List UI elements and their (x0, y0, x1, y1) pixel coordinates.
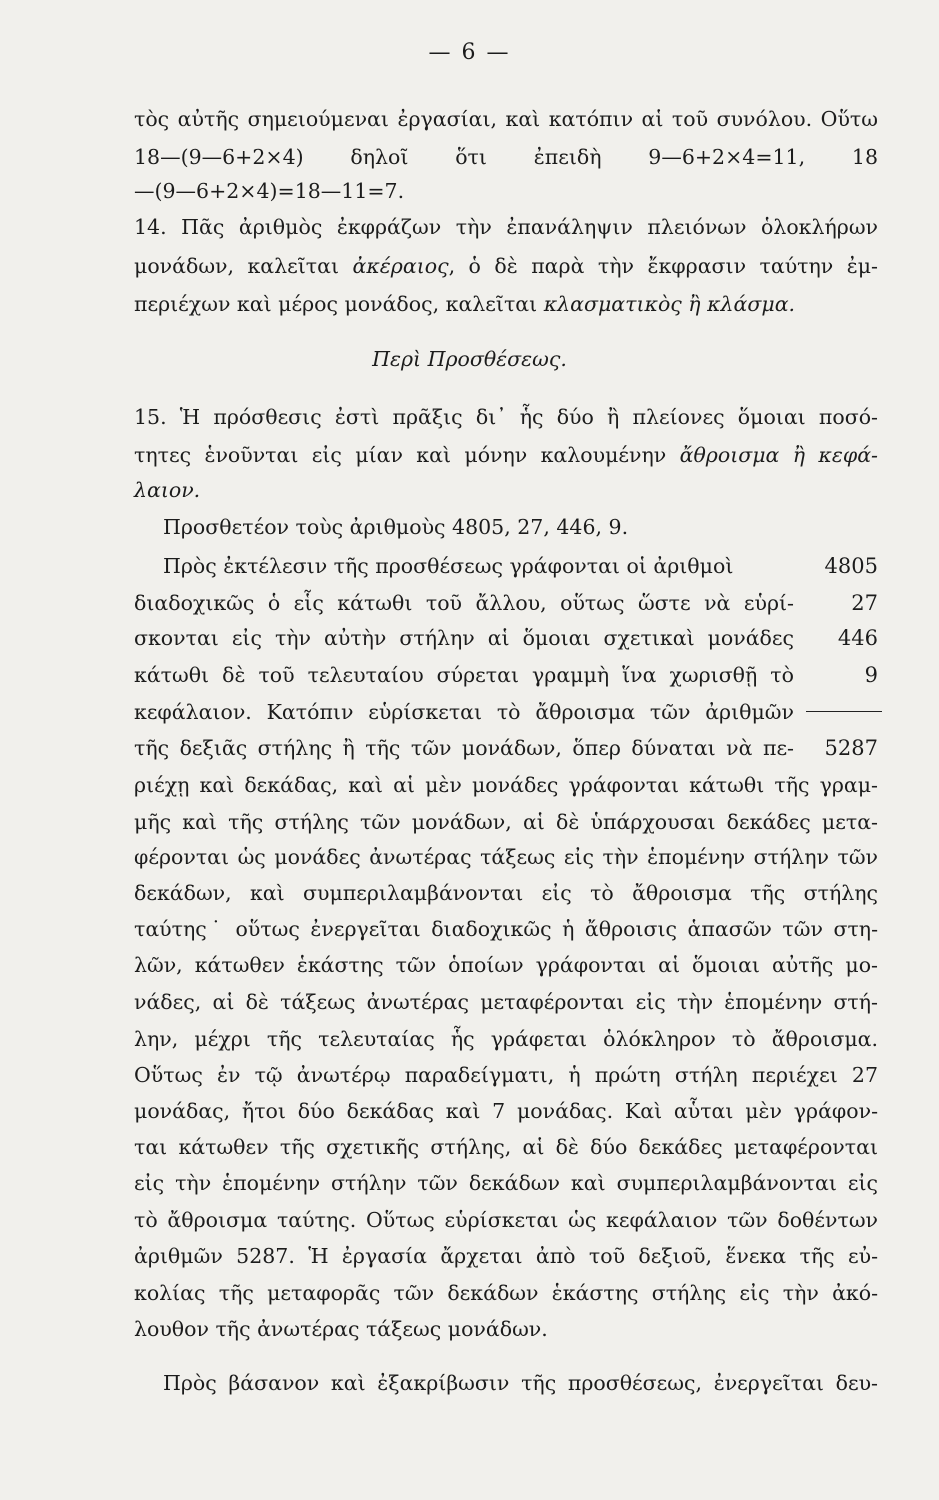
body-line: μονάδας, ἤτοι δύο δεκάδας καὶ 7 μονάδας. Καὶ αὗται μὲν γράφον- (134, 1099, 878, 1123)
last-line: Πρὸς βάσανον καὶ ἐξακρίβωσιν τῆς προσθέσεως, ἐνεργεῖται δευ- (163, 1371, 878, 1395)
body-line: ριέχῃ καὶ δεκάδας, καὶ αἱ μὲν μονάδες γράφονται κάτωθι τῆς γραμ- (134, 773, 878, 797)
sum-total: 5287 (824, 736, 878, 760)
page-number: — 6 — (428, 40, 511, 65)
paragraph-15-line: λαιον. (134, 478, 201, 502)
sum-rule (806, 711, 882, 712)
body-line: μῆς καὶ τῆς στήλης τῶν μονάδων, αἱ δὲ ὑπάρχουσαι δεκάδες μετα- (134, 810, 878, 834)
paragraph-14-line: μονάδων, καλεῖται ἀκέραιος, ὁ δὲ παρὰ τὴν ἔκφρασιν ταύτην ἐμ- (134, 254, 878, 278)
body-line: τῆς δεξιᾶς στήλης ἢ τῆς τῶν μονάδων, ὅπερ δύναται νὰ πε- (134, 736, 794, 760)
body-line: εἰς τὴν ἑπομένην στήλην τῶν δεκάδων καὶ συμπεριλαμβάνονται εἰς (134, 1171, 878, 1195)
body-line: λουθον τῆς ἀνωτέρας τάξεως μονάδων. (134, 1317, 548, 1341)
addend: 4805 (824, 554, 878, 578)
body-line: δεκάδων, καὶ συμπεριλαμβάνονται εἰς τὸ ἄθροισμα τῆς στήλης (134, 881, 878, 905)
term-athroisma: ἄθροισμα ἢ κεφά- (679, 443, 878, 467)
body-line: Πρὸς ἐκτέλεσιν τῆς προσθέσεως γράφονται οἱ ἀριθμοὶ (163, 554, 734, 578)
body-line: λην, μέχρι τῆς τελευταίας ἧς γράφεται ὁλόκληρον τὸ ἄθροισμα. (134, 1027, 878, 1051)
text-line: —(9—6+2×4)=18—11=7. (134, 179, 405, 203)
paragraph-14-line: περιέχων καὶ μέρος μονάδος, καλεῖται κλασματικὸς ἢ κλάσμα. (134, 292, 796, 316)
body-line: ἀριθμῶν 5287. Ἡ ἐργασία ἄρχεται ἀπὸ τοῦ δεξιοῦ, ἕνεκα τῆς εὐ- (134, 1244, 878, 1268)
body-line: σκονται εἰς τὴν αὐτὴν στήλην αἱ ὅμοιαι σχετικαὶ μονάδες (134, 626, 794, 650)
example-line: Προσθετέον τοὺς ἀριθμοὺς 4805, 27, 446, 9. (163, 515, 629, 539)
paragraph-15-line: τητες ἑνοῦνται εἰς μίαν καὶ μόνην καλουμένην ἄθροισμα ἢ κεφά- (134, 443, 878, 467)
body-line: κάτωθι δὲ τοῦ τελευταίου σύρεται γραμμὴ ἵνα χωρισθῇ τὸ (134, 663, 794, 687)
body-line: νάδες, αἱ δὲ τάξεως ἀνωτέρας μεταφέρονται εἰς τὴν ἑπομένην στή- (134, 990, 878, 1014)
paragraph-14-line: 14. Πᾶς ἀριθμὸς ἐκφράζων τὴν ἐπανάληψιν πλειόνων ὁλοκλήρων (134, 215, 878, 239)
body-line: τὸ ἄθροισμα ταύτης. Οὕτως εὑρίσκεται ὡς κεφάλαιον τῶν δοθέντων (134, 1208, 878, 1232)
body-line: φέρονται ὡς μονάδες ἀνωτέρας τάξεως εἰς τὴν ἑπομένην στήλην τῶν (134, 845, 878, 869)
body-line: Οὕτως ἐν τῷ ἀνωτέρῳ παραδείγματι, ἡ πρώτη στήλη περιέχει 27 (134, 1063, 878, 1087)
term-klasmatikos: κλασματικὸς ἢ κλάσμα. (543, 292, 796, 316)
body-line: λῶν, κάτωθεν ἑκάστης τῶν ὁποίων γράφονται αἱ ὅμοιαι αὐτῆς μο- (134, 953, 878, 977)
addend: 446 (837, 626, 878, 650)
section-heading: Περὶ Προσθέσεως. (372, 347, 567, 371)
addend: 9 (864, 663, 878, 687)
text-line: τὸς αὐτῆς σημειούμεναι ἐργασίαι, καὶ κατόπιν αἱ τοῦ συνόλου. Οὕτω (134, 107, 878, 131)
body-line: κεφάλαιον. Κατόπιν εὑρίσκεται τὸ ἄθροισμα τῶν ἀριθμῶν (134, 700, 794, 724)
body-line: κολίας τῆς μεταφορᾶς τῶν δεκάδων ἑκάστης στήλης εἰς τὴν ἀκό- (134, 1281, 878, 1305)
addend: 27 (851, 591, 878, 615)
term-akeraios: ἀκέραιος (352, 254, 449, 278)
text-line: 18—(9—6+2×4) δηλοῖ ὅτι ἐπειδὴ 9—6+2×4=11, 18 (134, 145, 878, 169)
body-line: ται κάτωθεν τῆς σχετικῆς στήλης, αἱ δὲ δύο δεκάδες μεταφέρονται (134, 1135, 878, 1159)
body-line: ταύτης˙ οὕτως ἐνεργεῖται διαδοχικῶς ἡ ἄθροισις ἁπασῶν τῶν στη- (134, 917, 878, 941)
body-line: διαδοχικῶς ὁ εἷς κάτωθι τοῦ ἄλλου, οὕτως ὥστε νὰ εὑρί- (134, 591, 794, 615)
paragraph-15-line: 15. Ἡ πρόσθεσις ἐστὶ πρᾶξις δι᾽ ἧς δύο ἢ πλείονες ὅμοιαι ποσό- (134, 405, 878, 429)
